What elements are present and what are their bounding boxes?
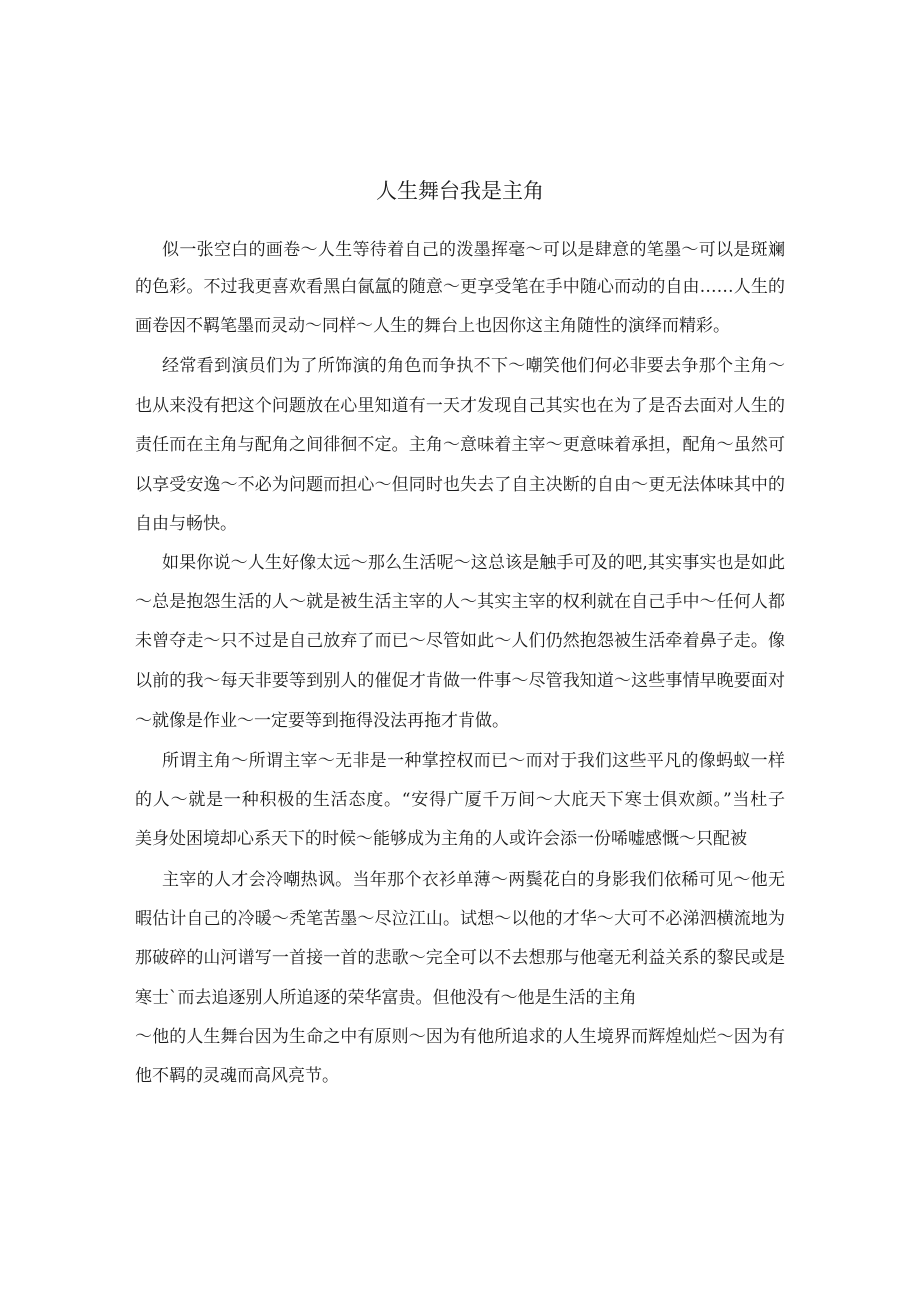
text-line: 的人～就是一种积极的生活态度。“安得广厦千万间～大庇天下寒士俱欢颜。”当杜子 [135,790,785,810]
text-line: 画卷因不羁笔墨而灵动～同样～人生的舞台上也因你这主角随性的演绎而精彩。 [135,316,730,336]
text-line: 美身处困境却心系天下的时候～能够成为主角的人或许会添一份唏嘘感慨～只配被 [135,829,747,849]
text-line: 的色彩。不过我更喜欢看黑白氤氲的随意～更享受笔在手中随心而动的自由……人生的 [135,277,785,297]
text-line: 暇估计自己的冷暖～秃笔苦墨～尽泣江山。试想～以他的才华～大可不必涕泗横流地为 [135,909,785,929]
text-line: 主宰的人才会冷嘲热讽。当年那个衣衫单薄～两鬓花白的身影我们依稀可见～他无 [162,870,785,890]
text-line: ～他的人生舞台因为生命之中有原则～因为有他所追求的人生境界而辉煌灿烂～因为有 [135,1027,785,1047]
text-line: 如果你说～人生好像太远～那么生活呢～这总该是触手可及的吧,其实事实也是如此 [162,553,785,573]
page-title: 人生舞台我是主角 [376,179,544,203]
text-line: 寒士`而去追逐别人所追逐的荣华富贵。但他没有～他是生活的主角 [135,988,637,1008]
text-line: 自由与畅快。 [135,514,237,534]
text-line: 也从来没有把这个问题放在心里知道有一天才发现自己其实也在为了是否去面对人生的 [135,396,785,416]
text-line: ～就像是作业～一定要等到拖得没法再拖才肯做。 [135,711,509,731]
text-line: 责任而在主角与配角之间徘徊不定。主角～意味着主宰～更意味着承担，配角～虽然可 [135,435,785,455]
text-line: 未曾夺走～只不过是自己放弃了而已～尽管如此～人们仍然抱怨被生活牵着鼻子走。像 [135,631,785,651]
text-line: 那破碎的山河谱写一首接一首的悲歌～完全可以不去想那与他毫无利益关系的黎民或是 [135,948,785,968]
text-line: 以享受安逸～不必为问题而担心～但同时也失去了自主决断的自由～更无法体味其中的 [135,475,785,495]
text-line: 以前的我～每天非要等到别人的催促才肯做一件事～尽管我知道～这些事情早晚要面对 [135,671,785,691]
text-line: ～总是抱怨生活的人～就是被生活主宰的人～其实主宰的权利就在自己手中～任何人都 [135,592,785,612]
text-line: 所谓主角～所谓主宰～无非是一种掌控权而已～而对于我们这些平凡的像蚂蚁一样 [162,751,785,771]
text-line: 经常看到演员们为了所饰演的角色而争执不下～嘲笑他们何必非要去争那个主角～ [162,356,785,376]
text-line: 似一张空白的画卷～人生等待着自己的泼墨挥毫～可以是肆意的笔墨～可以是斑斓 [162,240,785,260]
text-line: 他不羁的灵魂而高风亮节。 [135,1066,339,1086]
